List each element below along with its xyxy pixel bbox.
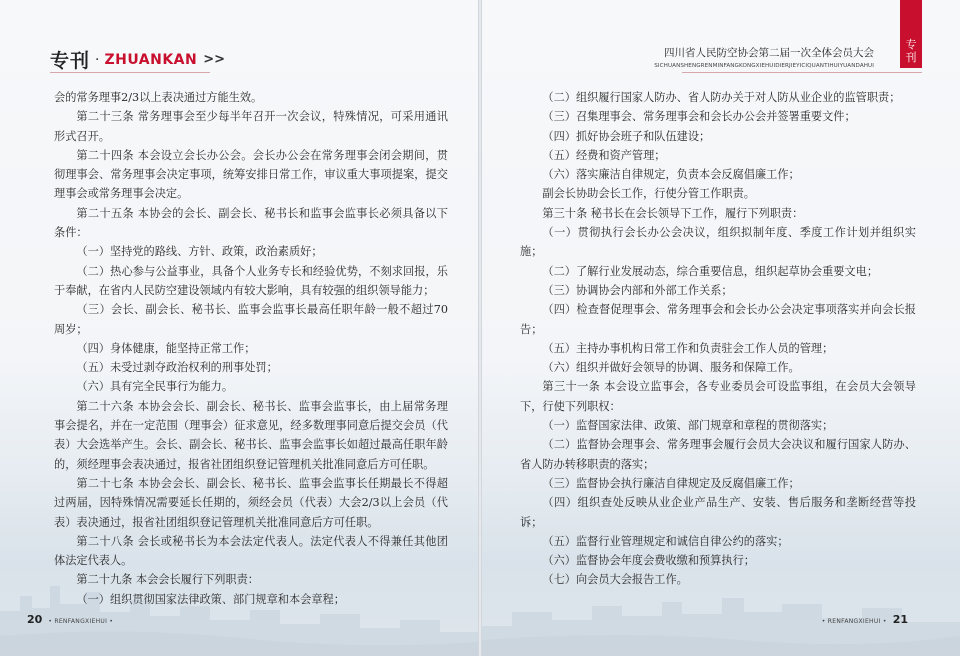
right-footer xyxy=(816,613,908,626)
paragraph: 第二十四条 本会设立会长办公会。会长办公会在常务理事会闭会期间，贯彻理事会、常务理事会决定事项，统筹安排日常工作，审议重大事项提案，提交理事会或常务理事会决定。 xyxy=(54,148,448,201)
paragraph: （一）组织贯彻国家法律政策、部门规章和本会章程； xyxy=(76,592,345,606)
paragraph: 第三十一条 本会设立监事会，各专业委员会可设监事组，在会员大会领导下，行使下列职权： xyxy=(520,380,916,413)
section-brand xyxy=(50,46,225,73)
paragraph: （五）监督行业管理规定和诚信自律公约的落实； xyxy=(542,534,789,548)
header-divider xyxy=(50,72,210,73)
paragraph: 第三十条 秘书长在会长领导下工作，履行下列职责： xyxy=(542,206,804,220)
paragraph: （七）向会员大会报告工作。 xyxy=(542,573,688,587)
paragraph: 会的常务理事2/3以上表决通过方能生效。 xyxy=(54,91,263,104)
paragraph: （二）组织履行国家人防办、省人防办关于对人防从业企业的监管职责； xyxy=(542,91,901,104)
paragraph: 第二十九条 本会会长履行下列职责： xyxy=(76,573,259,587)
left-footer xyxy=(27,613,119,626)
left-text-column xyxy=(54,88,448,609)
paragraph: （四）检查督促理事会、常务理事会和会长办公会决定事项落实并向会长报告； xyxy=(520,303,916,336)
section-tab-char: 专 xyxy=(905,38,917,51)
magazine-name: • RENFANGXIEHUI • xyxy=(48,618,114,625)
paragraph: （五）主持办事机构日常工作和负责驻会工作人员的管理； xyxy=(542,341,834,355)
paragraph: （三）会长、副会长、秘书长、监事会监事长最高任职年龄一般不超过70周岁； xyxy=(54,303,448,336)
paragraph: （六）具有完全民事行为能力。 xyxy=(76,380,234,394)
paragraph: （六）监督协会年度会费收缴和预算执行； xyxy=(542,554,755,568)
paragraph: （三）召集理事会、常务理事会和会长办公会并签署重要文件； xyxy=(542,110,856,124)
header-divider xyxy=(682,72,922,73)
meeting-title: 四川省人民防空协会第二届一次全体会员大会 xyxy=(664,47,874,59)
paragraph: （四）组织查处反映从业企业产品生产、安装、售后服务和垄断经营等投诉； xyxy=(520,496,916,529)
left-page xyxy=(0,0,478,656)
right-text-column xyxy=(520,88,916,590)
magazine-name: • RENFANGXIEHUI • xyxy=(821,618,887,625)
meeting-pinyin: SICHUANSHENGRENMINFANGKONGXIEHUIDIERJIEYICIQUANTIHUIYUANDAHUI xyxy=(654,63,874,69)
paragraph: 第二十五条 本协会的会长、副会长、秘书长和监事会监事长必须具备以下条件： xyxy=(54,206,448,240)
paragraph: （五）经费和资产管理； xyxy=(542,148,666,162)
page-number: 20 xyxy=(27,613,43,626)
paragraph: （三）监督协会执行廉洁自律规定及反腐倡廉工作； xyxy=(542,476,800,490)
page-number: 21 xyxy=(892,613,908,626)
paragraph: （三）协调协会内部和外部工作关系； xyxy=(542,283,733,297)
paragraph: 副会长协助会长工作，行使分管工作职责。 xyxy=(542,187,755,201)
brand-dot: · xyxy=(95,51,100,68)
paragraph: （五）未受过剥夺政治权利的刑事处罚； xyxy=(76,361,278,375)
paragraph: 第二十六条 本协会会长、副会长、秘书长、监事会监事长，由上届常务理事会提名，并在一定范围（理事会）征求意见，经多数理事同意后提交会员（代表）大会选举产生。会长、副会长、秘书长、监事会监事长如超过最高任职年龄的，须经理事会表决通过，报省社团组织登记管理机关批准同意后方可任职。 xyxy=(54,399,448,471)
paragraph: （六）落实廉洁自律规定，负责本会反腐倡廉工作； xyxy=(542,168,800,182)
right-page xyxy=(482,0,960,656)
brand-latin: ZHUANKAN xyxy=(104,51,198,68)
paragraph: （六）组织并做好会领导的协调、服务和保障工作。 xyxy=(542,361,800,375)
paragraph: 第二十八条 会长或秘书长为本会法定代表人。法定代表人不得兼任其他团体法定代表人。 xyxy=(54,534,448,568)
section-tab xyxy=(900,0,922,68)
paragraph: （一）贯彻执行会长办公会决议，组织拟制年度、季度工作计划并组织实施； xyxy=(520,226,916,259)
brand-calligraphy: 专刊 xyxy=(50,50,91,72)
paragraph: （二）热心参与公益事业，具备个人业务专长和经验优势，不刻求回报，乐于奉献，在省内人民防空建设领域内有较大影响，具有较强的组织领导能力； xyxy=(54,264,448,297)
paragraph: （一）监督国家法律、政策、部门规章和章程的贯彻落实； xyxy=(542,419,834,433)
paragraph: （四）抓好协会班子和队伍建设； xyxy=(542,129,711,143)
paragraph: 第二十七条 本协会会长、副会长、秘书长、监事会监事长任期最长不得超过两届，因特殊情况需要延长任期的，须经会员（代表）大会2/3以上会员（代表）表决通过，报省社团组织登记管理机关批准同意后方可任职。 xyxy=(54,476,448,529)
paragraph: （二）监督协会理事会、常务理事会履行会员大会决议和履行国家人防办、省人防办转移职责的落实； xyxy=(520,438,916,471)
paragraph: 第二十三条 常务理事会至少每半年召开一次会议，特殊情况，可采用通讯形式召开。 xyxy=(54,110,448,143)
paragraph: （四）身体健康，能坚持正常工作； xyxy=(76,341,256,355)
section-tab-char: 刊 xyxy=(905,51,917,64)
meeting-header xyxy=(654,45,874,69)
chevron-right-icon: >> xyxy=(203,52,226,67)
paragraph: （二）了解行业发展动态，综合重要信息，组织起草协会重要文电； xyxy=(542,264,879,278)
paragraph: （一）坚持党的路线、方针、政策，政治素质好； xyxy=(76,245,323,259)
